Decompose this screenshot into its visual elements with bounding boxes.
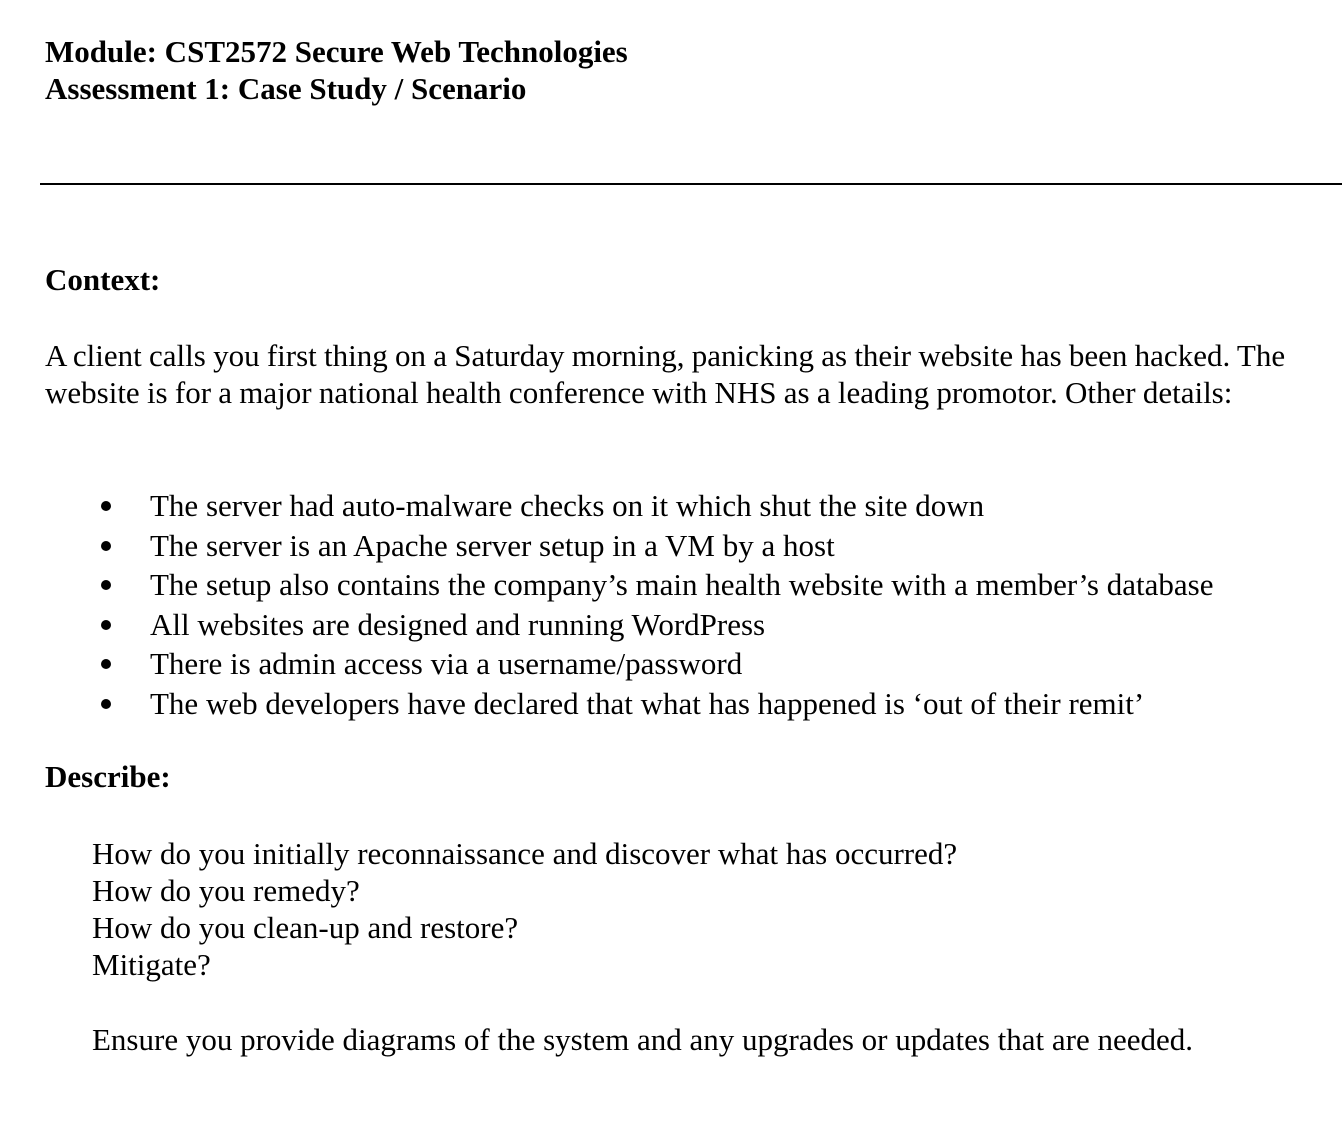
module-title: Module: CST2572 Secure Web Technologies (45, 34, 628, 69)
describe-heading: Describe: (45, 759, 171, 794)
context-heading: Context: (45, 262, 161, 297)
closing-instruction: Ensure you provide diagrams of the system and any upgrades or updates that are needed. (92, 1022, 1194, 1057)
list-item-text: The server is an Apache server setup in a VM by a host (150, 527, 835, 563)
bullet-icon (101, 580, 111, 590)
bullet-icon (101, 659, 111, 669)
assessment-title: Assessment 1: Case Study / Scenario (45, 71, 527, 106)
list-item (45, 605, 1213, 645)
list-item (45, 684, 1213, 724)
document-header (45, 33, 628, 107)
bullet-icon (101, 620, 111, 630)
list-item-text: The setup also contains the company’s main health website with a member’s database (150, 567, 1214, 602)
horizontal-divider (40, 183, 1342, 185)
list-item (45, 644, 1213, 684)
context-details-list (45, 486, 1213, 723)
question-line: How do you remedy? (92, 873, 360, 908)
context-intro (45, 337, 1330, 411)
bullet-icon (101, 541, 111, 551)
bullet-icon (101, 699, 111, 709)
list-item-text: All websites are designed and running WordPress (150, 606, 766, 642)
question-line: How do you initially reconnaissance and discover what has occurred? (92, 836, 958, 871)
list-item-text: The server had auto-malware checks on it which shut the site down (150, 488, 985, 523)
list-item (45, 486, 1213, 526)
question-line: Mitigate? (92, 947, 211, 982)
describe-questions (92, 835, 957, 983)
list-item-text: The web developers have declared that what has happened is ‘out of their remit’ (150, 685, 1145, 721)
list-item-text: There is admin access via a username/password (150, 646, 743, 681)
list-item (45, 526, 1213, 566)
bullet-icon (101, 501, 111, 511)
question-line: How do you clean-up and restore? (92, 910, 519, 945)
list-item (45, 565, 1213, 605)
context-intro-text: A client calls you first thing on a Saturday morning, panicking as their website has been hacked. The website is for a major national health conference with NHS as a leading promotor. Other details: (45, 338, 1286, 410)
